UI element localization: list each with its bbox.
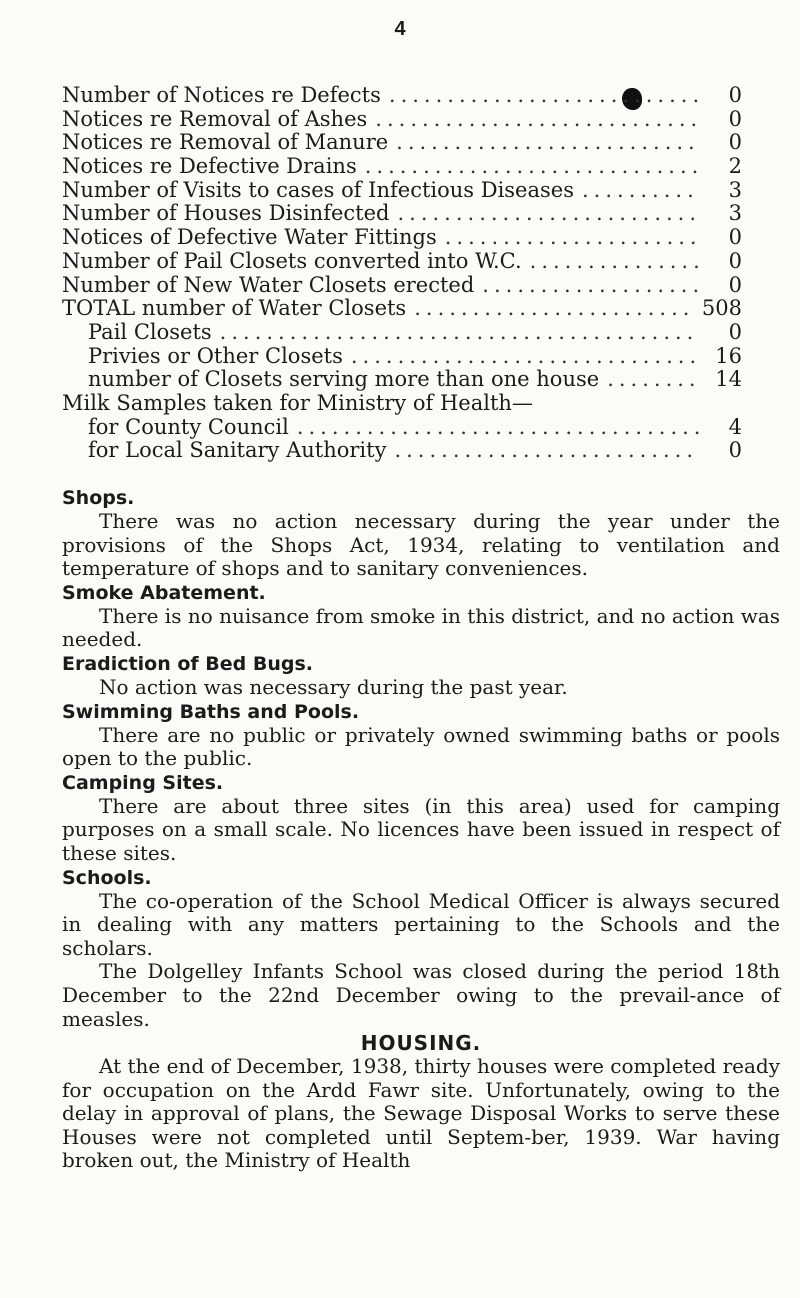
stat-label: Notices re Removal of Manure bbox=[62, 130, 389, 155]
dot-leader bbox=[482, 274, 700, 298]
stat-row bbox=[62, 108, 742, 132]
schools-heading: Schools. bbox=[62, 866, 152, 889]
stat-value: 0 bbox=[728, 248, 742, 273]
stat-row bbox=[62, 179, 742, 203]
stat-row bbox=[62, 274, 742, 298]
stat-value: 16 bbox=[715, 343, 742, 368]
stat-row bbox=[62, 202, 742, 226]
stat-value: 3 bbox=[728, 201, 742, 226]
stat-value: 0 bbox=[728, 438, 742, 463]
stat-value: 14 bbox=[715, 367, 742, 392]
stat-label: Notices of Defective Water Fittings bbox=[62, 225, 437, 250]
smoke-heading: Smoke Abatement. bbox=[62, 581, 266, 604]
stat-value: 0 bbox=[728, 130, 742, 155]
stat-value: 508 bbox=[701, 296, 742, 321]
milk-samples-intro bbox=[62, 392, 742, 416]
stat-label: Notices re Removal of Ashes bbox=[62, 106, 368, 131]
stat-row bbox=[62, 250, 742, 274]
stat-label: number of Closets serving more than one house bbox=[88, 367, 600, 392]
stat-value: 4 bbox=[728, 414, 742, 439]
stat-label: for Local Sanitary Authority bbox=[88, 438, 387, 463]
stat-label: Number of Visits to cases of Infectious Diseases bbox=[62, 177, 574, 202]
stat-value: 0 bbox=[728, 83, 742, 107]
swimming-heading: Swimming Baths and Pools. bbox=[62, 700, 360, 723]
stat-label: TOTAL number of Water Closets bbox=[62, 296, 407, 321]
dot-leader bbox=[607, 368, 700, 392]
stat-row-total bbox=[62, 297, 742, 321]
stat-label: Privies or Other Closets bbox=[88, 343, 343, 368]
stat-label: for County Council bbox=[88, 414, 289, 439]
stat-row bbox=[62, 226, 742, 250]
stat-label: Notices re Defective Drains bbox=[62, 154, 357, 179]
stat-value: 0 bbox=[728, 106, 742, 131]
stat-row bbox=[62, 131, 742, 155]
dot-leader bbox=[582, 179, 700, 203]
housing-heading: HOUSING. bbox=[360, 1031, 482, 1056]
dot-leader bbox=[351, 345, 700, 369]
stat-row bbox=[62, 84, 742, 108]
page-number: 4 bbox=[394, 18, 406, 40]
stat-row bbox=[62, 439, 742, 463]
dot-leader bbox=[445, 226, 700, 250]
smoke-paragraph: There is no nuisance from smoke in this district, and no action was needed. bbox=[62, 603, 781, 652]
stat-row bbox=[62, 321, 742, 345]
shops-heading: Shops. bbox=[62, 487, 135, 509]
statistics-list bbox=[62, 84, 742, 463]
bed-bugs-paragraph: No action was necessary during the past year. bbox=[99, 674, 568, 699]
stat-value: 0 bbox=[728, 225, 742, 250]
stat-row bbox=[62, 416, 742, 440]
housing-paragraph: At the end of December, 1938, thirty houses were completed ready for occupation on the Ardd Fawr site. Unfortunately, owing to the delay in approval of plans, the Sewage Disposal Works to serve these Houses were not completed until Septem-ber, 1939. War having broken out, the Ministry of Health bbox=[62, 1054, 780, 1173]
stat-value: 0 bbox=[728, 272, 742, 297]
stat-row bbox=[62, 155, 742, 179]
dot-leader bbox=[220, 321, 700, 345]
dot-leader bbox=[389, 84, 700, 108]
dot-leader bbox=[297, 416, 700, 440]
stat-row bbox=[62, 345, 742, 369]
dot-leader bbox=[414, 297, 694, 321]
dot-leader bbox=[530, 250, 700, 274]
camping-paragraph: There are about three sites (in this area) used for camping purposes on a small scale. No licences have been issued in respect of these sites. bbox=[62, 793, 780, 865]
bed-bugs-heading: Eradiction of Bed Bugs. bbox=[62, 652, 313, 675]
stat-label: Pail Closets bbox=[88, 319, 212, 344]
dot-leader bbox=[397, 202, 700, 226]
shops-paragraph: There was no action necessary during the year under the provisions of the Shops Act, 1934, relating to ventilation and temperature of shops and to sanitary conveniences. bbox=[62, 509, 780, 581]
swimming-paragraph: There are no public or privately owned swimming baths or pools open to the public. bbox=[62, 722, 780, 771]
stat-value: 3 bbox=[728, 177, 742, 202]
report-body bbox=[62, 486, 780, 1173]
stat-value: 0 bbox=[728, 319, 742, 344]
dot-leader bbox=[375, 108, 700, 132]
stat-value: 2 bbox=[728, 154, 742, 179]
schools-paragraph-2: The Dolgelley Infants School was closed during the period 18th December to the 22nd December owing to the prevail-ance of measles. bbox=[62, 959, 780, 1031]
milk-intro-label: Milk Samples taken for Ministry of Health— bbox=[62, 390, 533, 415]
stat-row bbox=[62, 368, 742, 392]
dot-leader bbox=[365, 155, 700, 179]
stat-label: Number of Houses Disinfected bbox=[62, 201, 390, 226]
stat-label: Number of Notices re Defects bbox=[62, 83, 381, 107]
stat-label: Number of Pail Closets converted into W.C. bbox=[62, 248, 522, 273]
dot-leader bbox=[394, 439, 700, 463]
camping-heading: Camping Sites. bbox=[62, 771, 224, 794]
schools-paragraph-1: The co-operation of the School Medical Officer is always secured in dealing with any matters pertaining to the Schools and the scholars. bbox=[62, 888, 780, 960]
dot-leader bbox=[396, 131, 700, 155]
stat-label: Number of New Water Closets erected bbox=[62, 272, 475, 297]
